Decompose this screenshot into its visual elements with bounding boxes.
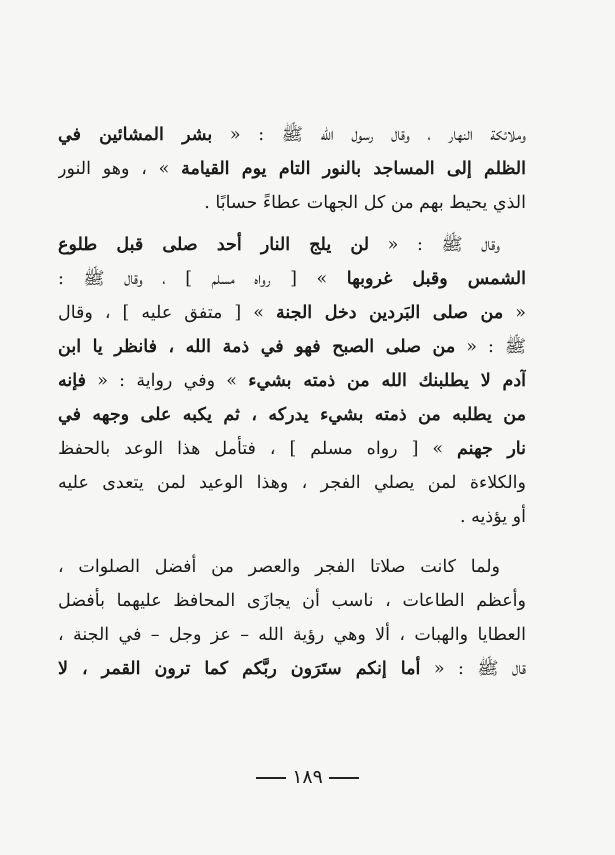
- text-run-bold: فإنه: [58, 371, 86, 391]
- text-line: [58, 186, 526, 220]
- text-run-bold: أما إنكم ستَرَون ربَّكم كما ترون القمر ، لا: [58, 659, 421, 679]
- text-run: قال ﷺ : «: [420, 659, 526, 679]
- text-run: وقال ﷺ : «: [369, 235, 500, 255]
- text-line: [58, 550, 526, 584]
- text-line: [58, 152, 526, 186]
- text-run-bold: الشمس وقبل غروبها: [346, 269, 526, 289]
- text-run: أو يؤذيه .: [460, 507, 526, 527]
- text-run: والكلاءة لمن يصلي الفجر ، وهذا الوعيد لمن يتعدى عليه: [58, 473, 526, 493]
- text-run-bold: من يطلبه من ذمته بشيء يدركه ، ثم يكبه على وجهه في: [58, 405, 526, 425]
- text-run: وملائكة النهار ، وقال رسول الله ﷺ : «: [212, 125, 526, 145]
- text-line: [58, 432, 526, 466]
- text-line: [58, 118, 526, 152]
- page-number-value: ١٨٩: [292, 766, 323, 788]
- text-line: [58, 262, 526, 296]
- text-run: » [ رواه مسلم ] ، وقال ﷺ :: [58, 269, 347, 289]
- text-line: [58, 296, 526, 330]
- text-line: [58, 652, 526, 686]
- text-run-bold: من صلى الصبح فهو في ذمة الله ، فانظر يا ابن: [58, 337, 456, 357]
- text-line: [58, 618, 526, 652]
- text-line: [58, 330, 526, 364]
- text-run-bold: لن يلج النار أحد صلى قبل طلوع: [58, 235, 370, 255]
- body-text: [58, 118, 526, 686]
- text-line: [58, 228, 526, 262]
- text-run: «: [503, 303, 526, 323]
- paragraph-3: [58, 550, 526, 686]
- text-run: ﷺ : «: [455, 337, 526, 357]
- text-run: العطايا والهبات ، ألا وهي رؤية الله – عز وجل – في الجنة ،: [58, 625, 526, 645]
- text-run: » ، وهو النور: [58, 159, 182, 179]
- text-line: [58, 584, 526, 618]
- text-run: ولما كانت صلاتا الفجر والعصر من أفضل الصلوات ،: [58, 557, 500, 577]
- text-run-bold: آدم لا يطلبنك الله من ذمته بشيء: [248, 371, 526, 391]
- page-number-dash: [329, 777, 359, 779]
- text-run: الذي يحيط بهم من كل الجهات عطاءً حسابًا .: [204, 193, 526, 213]
- text-run: » وفي رواية : «: [85, 371, 249, 391]
- paragraph-2: [58, 228, 526, 534]
- text-line: [58, 466, 526, 500]
- text-run: » [ متفق عليه ] ، وقال: [58, 303, 276, 323]
- text-line: [58, 398, 526, 432]
- page-number-dash: [256, 777, 286, 779]
- text-line: [58, 500, 526, 534]
- text-run-bold: بشر المشائين في: [58, 125, 213, 145]
- text-run-bold: نار جهنم: [457, 439, 526, 459]
- text-run-bold: من صلى البَردين دخل الجنة: [276, 303, 504, 323]
- page-number: [0, 766, 615, 788]
- text-run-bold: الظلم إلى المساجد بالنور التام يوم القيامة: [181, 159, 526, 179]
- text-run: وأعظم الطاعات ، ناسب أن يجازَى المحافظ عليهما بأفضل: [58, 591, 526, 611]
- paragraph-1: [58, 118, 526, 220]
- text-line: [58, 364, 526, 398]
- text-run: » [ رواه مسلم ] ، فتأمل هذا الوعد بالحفظ: [58, 439, 458, 459]
